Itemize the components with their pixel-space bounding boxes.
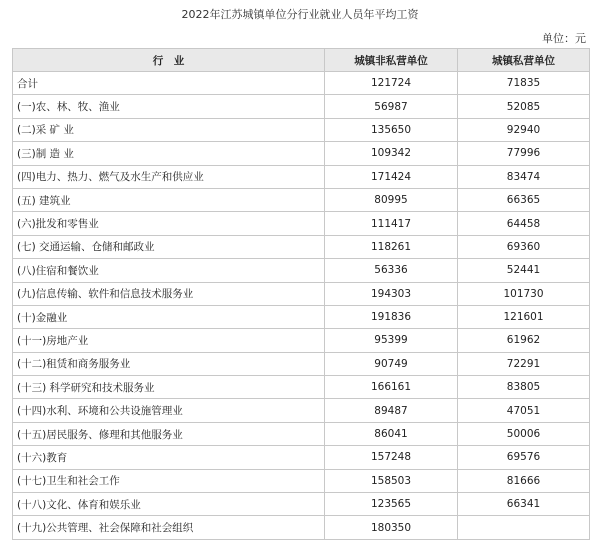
- industry-cell: (十一)房地产业: [13, 329, 325, 352]
- industry-cell: (十)金融业: [13, 305, 325, 328]
- non-private-wage-cell: 166161: [325, 376, 458, 399]
- private-wage-cell: 83805: [458, 376, 590, 399]
- non-private-wage-cell: 123565: [325, 493, 458, 516]
- non-private-wage-cell: 135650: [325, 118, 458, 141]
- private-wage-cell: 69576: [458, 446, 590, 469]
- non-private-wage-cell: 121724: [325, 72, 458, 95]
- table-row: [13, 188, 590, 211]
- non-private-wage-cell: 90749: [325, 352, 458, 375]
- industry-cell: (二)采 矿 业: [13, 118, 325, 141]
- non-private-wage-cell: 180350: [325, 516, 458, 539]
- table-row: [13, 493, 590, 516]
- non-private-wage-cell: 89487: [325, 399, 458, 422]
- table-row: [13, 352, 590, 375]
- table-row: [13, 469, 590, 492]
- private-wage-cell: 52441: [458, 259, 590, 282]
- table-row: [13, 399, 590, 422]
- non-private-wage-cell: 80995: [325, 188, 458, 211]
- private-wage-cell: 64458: [458, 212, 590, 235]
- header-industry: 行 业: [13, 49, 325, 72]
- private-wage-cell: 92940: [458, 118, 590, 141]
- industry-cell: (七) 交通运输、仓储和邮政业: [13, 235, 325, 258]
- table-row: [13, 446, 590, 469]
- industry-cell: (五) 建筑业: [13, 188, 325, 211]
- non-private-wage-cell: 86041: [325, 422, 458, 445]
- private-wage-cell: 66365: [458, 188, 590, 211]
- industry-cell: (十五)居民服务、修理和其他服务业: [13, 422, 325, 445]
- non-private-wage-cell: 95399: [325, 329, 458, 352]
- private-wage-cell: 101730: [458, 282, 590, 305]
- table-row: [13, 165, 590, 188]
- private-wage-cell: 83474: [458, 165, 590, 188]
- wage-table: [12, 48, 590, 540]
- non-private-wage-cell: 171424: [325, 165, 458, 188]
- private-wage-cell: 61962: [458, 329, 590, 352]
- private-wage-cell: 77996: [458, 142, 590, 165]
- industry-cell: (六)批发和零售业: [13, 212, 325, 235]
- non-private-wage-cell: 109342: [325, 142, 458, 165]
- private-wage-cell: [458, 516, 590, 539]
- non-private-wage-cell: 158503: [325, 469, 458, 492]
- table-row: [13, 516, 590, 539]
- industry-cell: (十三) 科学研究和技术服务业: [13, 376, 325, 399]
- industry-cell: (四)电力、热力、燃气及水生产和供应业: [13, 165, 325, 188]
- table-row: [13, 329, 590, 352]
- non-private-wage-cell: 111417: [325, 212, 458, 235]
- industry-cell: 合计: [13, 72, 325, 95]
- industry-cell: (十八)文化、体育和娱乐业: [13, 493, 325, 516]
- private-wage-cell: 52085: [458, 95, 590, 118]
- private-wage-cell: 72291: [458, 352, 590, 375]
- table-row: [13, 235, 590, 258]
- non-private-wage-cell: 56987: [325, 95, 458, 118]
- private-wage-cell: 47051: [458, 399, 590, 422]
- private-wage-cell: 71835: [458, 72, 590, 95]
- table-row: [13, 282, 590, 305]
- industry-cell: (三)制 造 业: [13, 142, 325, 165]
- industry-cell: (九)信息传输、软件和信息技术服务业: [13, 282, 325, 305]
- header-private: 城镇私营单位: [458, 49, 590, 72]
- header-non-private: 城镇非私营单位: [325, 49, 458, 72]
- table-row: [13, 118, 590, 141]
- table-title: 2022年江苏城镇单位分行业就业人员年平均工资: [181, 8, 419, 21]
- table-row: [13, 305, 590, 328]
- table-row: [13, 376, 590, 399]
- industry-cell: (十六)教育: [13, 446, 325, 469]
- table-header-row: [13, 49, 590, 72]
- non-private-wage-cell: 157248: [325, 446, 458, 469]
- industry-cell: (十九)公共管理、社会保障和社会组织: [13, 516, 325, 539]
- table-row: [13, 259, 590, 282]
- non-private-wage-cell: 191836: [325, 305, 458, 328]
- table-row: [13, 422, 590, 445]
- table-row: [13, 212, 590, 235]
- table-row: [13, 95, 590, 118]
- table-row: [13, 72, 590, 95]
- private-wage-cell: 66341: [458, 493, 590, 516]
- table-row: [13, 142, 590, 165]
- industry-cell: (十七)卫生和社会工作: [13, 469, 325, 492]
- non-private-wage-cell: 194303: [325, 282, 458, 305]
- private-wage-cell: 121601: [458, 305, 590, 328]
- industry-cell: (十四)水利、环境和公共设施管理业: [13, 399, 325, 422]
- industry-cell: (八)住宿和餐饮业: [13, 259, 325, 282]
- industry-cell: (十二)租赁和商务服务业: [13, 352, 325, 375]
- industry-cell: (一)农、林、牧、渔业: [13, 95, 325, 118]
- unit-label: 单位：元: [542, 32, 586, 45]
- non-private-wage-cell: 118261: [325, 235, 458, 258]
- private-wage-cell: 81666: [458, 469, 590, 492]
- private-wage-cell: 69360: [458, 235, 590, 258]
- non-private-wage-cell: 56336: [325, 259, 458, 282]
- private-wage-cell: 50006: [458, 422, 590, 445]
